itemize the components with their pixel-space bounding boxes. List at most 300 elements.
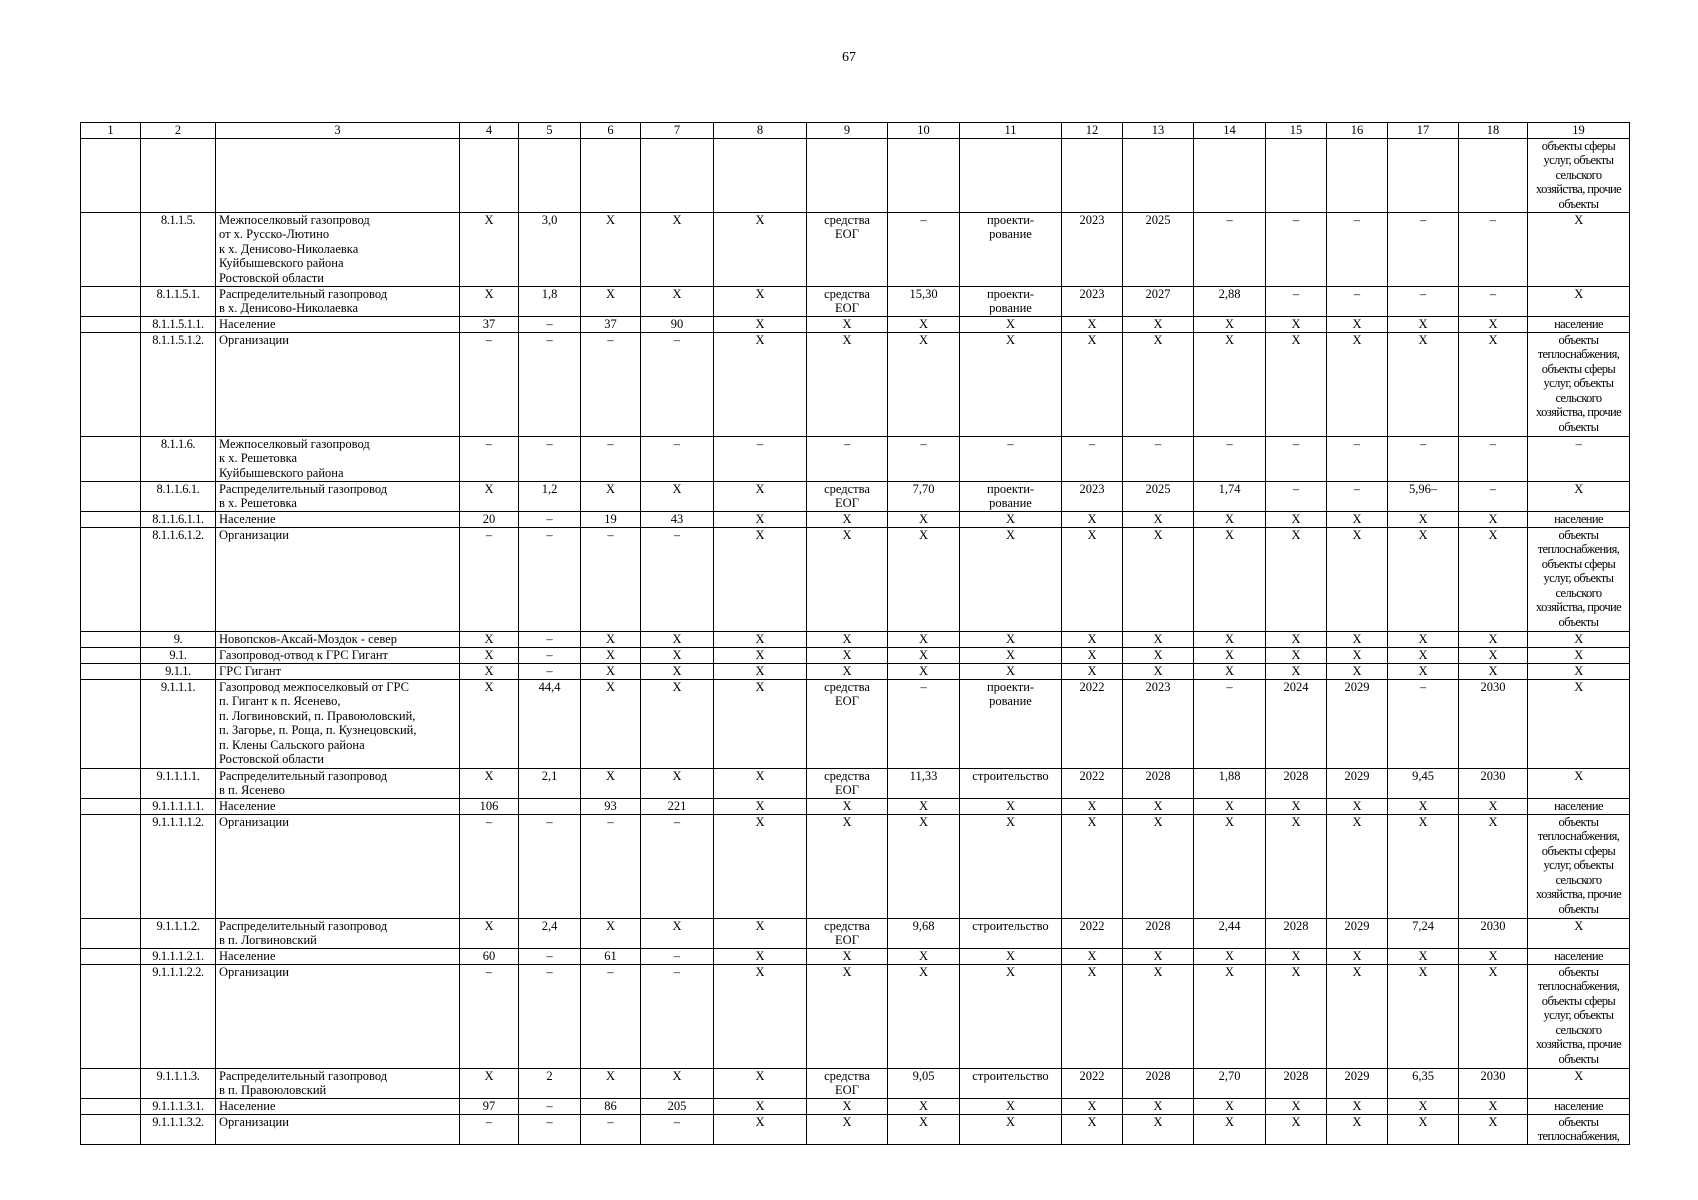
value-cell-col-10: X (888, 948, 960, 964)
value-cell-col-13: 2025 (1123, 481, 1194, 511)
value-cell-col-9: X (807, 798, 888, 814)
value-cell-col-15: X (1266, 511, 1327, 527)
table-row (81, 1098, 1630, 1114)
consumer-category-cell: население (1528, 948, 1630, 964)
value-cell-col-15: 2024 (1266, 679, 1327, 768)
row-name: Организации (216, 332, 460, 436)
value-cell-col-7: X (641, 918, 714, 948)
value-cell-col-17: X (1388, 647, 1459, 663)
value-cell-col-12: X (1062, 511, 1123, 527)
value-cell-col-8: X (714, 212, 807, 286)
consumer-category-cell: население (1528, 511, 1630, 527)
column-header: 11 (960, 123, 1062, 139)
value-cell-col-5: – (519, 1114, 581, 1144)
value-cell-col-9: X (807, 948, 888, 964)
value-cell-col-7: – (641, 1114, 714, 1144)
value-cell-col-9: X (807, 511, 888, 527)
value-cell-col-4: X (460, 663, 519, 679)
value-cell-col-18: X (1459, 631, 1528, 647)
table-row (81, 631, 1630, 647)
consumer-category-cell: объекты теплоснабжения, (1528, 1114, 1630, 1144)
value-cell-col-10 (888, 138, 960, 212)
group-cell (81, 316, 141, 332)
value-cell-col-4 (460, 138, 519, 212)
value-cell-col-9: X (807, 1114, 888, 1144)
value-cell-col-8: X (714, 631, 807, 647)
value-cell-col-15: 2028 (1266, 768, 1327, 798)
value-cell-col-8: X (714, 663, 807, 679)
value-cell-col-6: – (581, 332, 641, 436)
value-cell-col-16: X (1327, 663, 1388, 679)
row-name: Распределительный газопровод в х. Денисово-Николаевка (216, 286, 460, 316)
consumer-category-cell: объекты теплоснабжения, объекты сферы услуг, объекты сельского хозяйства, прочие объекты (1528, 527, 1630, 631)
value-cell-col-12 (1062, 138, 1123, 212)
row-code: 8.1.1.6.1. (141, 481, 216, 511)
value-cell-col-5: 2,1 (519, 768, 581, 798)
value-cell-col-18: X (1459, 964, 1528, 1068)
column-header: 2 (141, 123, 216, 139)
value-cell-col-9: средства ЕОГ (807, 679, 888, 768)
value-cell-col-10: X (888, 332, 960, 436)
value-cell-col-7: X (641, 768, 714, 798)
value-cell-col-16: X (1327, 798, 1388, 814)
table-row (81, 527, 1630, 631)
value-cell-col-17: X (1388, 663, 1459, 679)
column-header: 6 (581, 123, 641, 139)
value-cell-col-7: – (641, 948, 714, 964)
value-cell-col-4: 20 (460, 511, 519, 527)
value-cell-col-8: X (714, 647, 807, 663)
value-cell-col-6: 37 (581, 316, 641, 332)
value-cell-col-17: X (1388, 527, 1459, 631)
value-cell-col-8: X (714, 814, 807, 918)
value-cell-col-10: X (888, 647, 960, 663)
value-cell-col-4: X (460, 768, 519, 798)
table-row (81, 332, 1630, 436)
value-cell-col-17: 7,24 (1388, 918, 1459, 948)
table-row (81, 768, 1630, 798)
value-cell-col-9: X (807, 663, 888, 679)
value-cell-col-5: – (519, 948, 581, 964)
value-cell-col-8 (714, 138, 807, 212)
value-cell-col-17: – (1388, 286, 1459, 316)
value-cell-col-15: X (1266, 798, 1327, 814)
value-cell-col-16: – (1327, 436, 1388, 481)
value-cell-col-11: строительство (960, 768, 1062, 798)
value-cell-col-13: X (1123, 798, 1194, 814)
value-cell-col-12: 2022 (1062, 768, 1123, 798)
value-cell-col-13: X (1123, 511, 1194, 527)
value-cell-col-7: X (641, 481, 714, 511)
value-cell-col-15: – (1266, 436, 1327, 481)
value-cell-col-10: 9,05 (888, 1068, 960, 1098)
value-cell-col-4: X (460, 1068, 519, 1098)
value-cell-col-16: X (1327, 948, 1388, 964)
value-cell-col-18: X (1459, 1114, 1528, 1144)
value-cell-col-13: X (1123, 1114, 1194, 1144)
value-cell-col-16: – (1327, 286, 1388, 316)
value-cell-col-11: X (960, 631, 1062, 647)
value-cell-col-17: X (1388, 1114, 1459, 1144)
value-cell-col-6 (581, 138, 641, 212)
value-cell-col-6: – (581, 1114, 641, 1144)
value-cell-col-8: X (714, 286, 807, 316)
value-cell-col-9: X (807, 316, 888, 332)
value-cell-col-15: – (1266, 212, 1327, 286)
value-cell-col-5: – (519, 814, 581, 918)
value-cell-col-9: X (807, 964, 888, 1068)
value-cell-col-4: X (460, 212, 519, 286)
value-cell-col-18: – (1459, 212, 1528, 286)
value-cell-col-6: 19 (581, 511, 641, 527)
value-cell-col-6: X (581, 647, 641, 663)
value-cell-col-5: 3,0 (519, 212, 581, 286)
table-row (81, 286, 1630, 316)
value-cell-col-11: проекти- рование (960, 212, 1062, 286)
group-cell (81, 286, 141, 316)
group-cell (81, 511, 141, 527)
value-cell-col-14 (1194, 138, 1266, 212)
group-cell (81, 527, 141, 631)
value-cell-col-8: X (714, 511, 807, 527)
value-cell-col-16: 2029 (1327, 679, 1388, 768)
consumer-category-cell: объекты теплоснабжения, объекты сферы услуг, объекты сельского хозяйства, прочие объекты (1528, 814, 1630, 918)
consumer-category-cell: объекты теплоснабжения, объекты сферы услуг, объекты сельского хозяйства, прочие объекты (1528, 332, 1630, 436)
value-cell-col-5: 2 (519, 1068, 581, 1098)
table-body (81, 138, 1630, 1144)
value-cell-col-12: 2023 (1062, 212, 1123, 286)
column-header: 8 (714, 123, 807, 139)
value-cell-col-8: – (714, 436, 807, 481)
value-cell-col-10: X (888, 527, 960, 631)
value-cell-col-17: X (1388, 316, 1459, 332)
row-code: 8.1.1.5.1.1. (141, 316, 216, 332)
table-row (81, 964, 1630, 1068)
value-cell-col-9: средства ЕОГ (807, 286, 888, 316)
value-cell-col-13: X (1123, 631, 1194, 647)
value-cell-col-8: X (714, 316, 807, 332)
column-header: 16 (1327, 123, 1388, 139)
value-cell-col-7: X (641, 679, 714, 768)
row-name: ГРС Гигант (216, 663, 460, 679)
consumer-category-cell: X (1528, 918, 1630, 948)
value-cell-col-17: 6,35 (1388, 1068, 1459, 1098)
consumer-category-cell: X (1528, 663, 1630, 679)
value-cell-col-4: 106 (460, 798, 519, 814)
value-cell-col-17 (1388, 138, 1459, 212)
value-cell-col-9: средства ЕОГ (807, 212, 888, 286)
value-cell-col-9: средства ЕОГ (807, 918, 888, 948)
value-cell-col-10: X (888, 316, 960, 332)
column-header: 5 (519, 123, 581, 139)
group-cell (81, 332, 141, 436)
value-cell-col-8: X (714, 1098, 807, 1114)
value-cell-col-4: – (460, 332, 519, 436)
value-cell-col-14: X (1194, 332, 1266, 436)
value-cell-col-16: X (1327, 647, 1388, 663)
value-cell-col-18: X (1459, 798, 1528, 814)
value-cell-col-5: – (519, 527, 581, 631)
value-cell-col-18: – (1459, 436, 1528, 481)
value-cell-col-4: X (460, 679, 519, 768)
value-cell-col-5: – (519, 316, 581, 332)
consumer-category-cell: X (1528, 631, 1630, 647)
value-cell-col-14: X (1194, 631, 1266, 647)
value-cell-col-13: X (1123, 332, 1194, 436)
value-cell-col-13: X (1123, 948, 1194, 964)
consumer-category-cell: X (1528, 286, 1630, 316)
value-cell-col-10: X (888, 663, 960, 679)
value-cell-col-14: X (1194, 663, 1266, 679)
value-cell-col-17: 5,96– (1388, 481, 1459, 511)
table-row (81, 663, 1630, 679)
value-cell-col-13: X (1123, 1098, 1194, 1114)
row-name: Население (216, 1098, 460, 1114)
consumer-category-cell: население (1528, 316, 1630, 332)
value-cell-col-11: X (960, 663, 1062, 679)
row-code: 9. (141, 631, 216, 647)
value-cell-col-15: X (1266, 647, 1327, 663)
value-cell-col-5: 1,8 (519, 286, 581, 316)
value-cell-col-18: 2030 (1459, 918, 1528, 948)
row-code: 8.1.1.6.1.2. (141, 527, 216, 631)
value-cell-col-9: X (807, 647, 888, 663)
row-code: 8.1.1.6. (141, 436, 216, 481)
group-cell (81, 964, 141, 1068)
table-row (81, 814, 1630, 918)
value-cell-col-7: X (641, 631, 714, 647)
value-cell-col-10: X (888, 798, 960, 814)
row-code: 8.1.1.6.1.1. (141, 511, 216, 527)
row-name: Организации (216, 527, 460, 631)
value-cell-col-5: – (519, 511, 581, 527)
column-header: 14 (1194, 123, 1266, 139)
value-cell-col-17: X (1388, 511, 1459, 527)
value-cell-col-11: X (960, 1114, 1062, 1144)
row-name: Организации (216, 814, 460, 918)
value-cell-col-15: X (1266, 663, 1327, 679)
page-number: 67 (842, 50, 856, 65)
value-cell-col-6: – (581, 964, 641, 1068)
value-cell-col-11: X (960, 948, 1062, 964)
column-header: 15 (1266, 123, 1327, 139)
value-cell-col-13: X (1123, 527, 1194, 631)
consumer-category-cell: население (1528, 798, 1630, 814)
value-cell-col-18: X (1459, 647, 1528, 663)
value-cell-col-5: – (519, 964, 581, 1068)
row-code: 9.1.1.1.1.2. (141, 814, 216, 918)
value-cell-col-14: X (1194, 798, 1266, 814)
value-cell-col-18: X (1459, 948, 1528, 964)
value-cell-col-7: – (641, 964, 714, 1068)
value-cell-col-14: X (1194, 814, 1266, 918)
value-cell-col-15 (1266, 138, 1327, 212)
value-cell-col-14: X (1194, 527, 1266, 631)
value-cell-col-16: X (1327, 631, 1388, 647)
value-cell-col-17: X (1388, 1098, 1459, 1114)
column-header: 10 (888, 123, 960, 139)
value-cell-col-10: 11,33 (888, 768, 960, 798)
value-cell-col-15: – (1266, 286, 1327, 316)
value-cell-col-7: – (641, 436, 714, 481)
value-cell-col-16: – (1327, 481, 1388, 511)
column-header: 9 (807, 123, 888, 139)
value-cell-col-16: X (1327, 1114, 1388, 1144)
value-cell-col-18 (1459, 138, 1528, 212)
value-cell-col-17: – (1388, 679, 1459, 768)
value-cell-col-13: X (1123, 663, 1194, 679)
value-cell-col-17: X (1388, 332, 1459, 436)
row-code: 9.1.1.1.2. (141, 918, 216, 948)
column-header: 3 (216, 123, 460, 139)
value-cell-col-17: 9,45 (1388, 768, 1459, 798)
value-cell-col-14: 1,88 (1194, 768, 1266, 798)
value-cell-col-8: X (714, 964, 807, 1068)
row-code: 9.1. (141, 647, 216, 663)
value-cell-col-13: 2023 (1123, 679, 1194, 768)
row-code: 9.1.1.1.2.1. (141, 948, 216, 964)
value-cell-col-16: X (1327, 527, 1388, 631)
value-cell-col-14: X (1194, 1114, 1266, 1144)
row-name: Новопсков-Аксай-Моздок - север (216, 631, 460, 647)
table-row (81, 918, 1630, 948)
value-cell-col-10: X (888, 1114, 960, 1144)
value-cell-col-8: X (714, 481, 807, 511)
value-cell-col-16: X (1327, 814, 1388, 918)
group-cell (81, 814, 141, 918)
value-cell-col-4: – (460, 964, 519, 1068)
header-row (81, 123, 1630, 139)
group-cell (81, 679, 141, 768)
value-cell-col-18: X (1459, 663, 1528, 679)
value-cell-col-9: X (807, 527, 888, 631)
value-cell-col-14: X (1194, 316, 1266, 332)
value-cell-col-4: X (460, 286, 519, 316)
value-cell-col-8: X (714, 679, 807, 768)
row-code: 8.1.1.5.1.2. (141, 332, 216, 436)
value-cell-col-9: X (807, 332, 888, 436)
value-cell-col-7: 221 (641, 798, 714, 814)
value-cell-col-18: 2030 (1459, 1068, 1528, 1098)
value-cell-col-16: 2029 (1327, 918, 1388, 948)
value-cell-col-6: X (581, 212, 641, 286)
value-cell-col-18: X (1459, 814, 1528, 918)
value-cell-col-10: – (888, 679, 960, 768)
value-cell-col-4: – (460, 814, 519, 918)
value-cell-col-9: средства ЕОГ (807, 768, 888, 798)
value-cell-col-12: 2023 (1062, 481, 1123, 511)
value-cell-col-5 (519, 138, 581, 212)
value-cell-col-13: 2025 (1123, 212, 1194, 286)
gas-pipeline-table (80, 122, 1630, 1145)
value-cell-col-9: X (807, 631, 888, 647)
table-row (81, 1068, 1630, 1098)
value-cell-col-9: X (807, 1098, 888, 1114)
table-row (81, 679, 1630, 768)
value-cell-col-11: X (960, 814, 1062, 918)
consumer-category-cell: X (1528, 212, 1630, 286)
value-cell-col-10: X (888, 964, 960, 1068)
value-cell-col-18: 2030 (1459, 768, 1528, 798)
value-cell-col-14: 2,70 (1194, 1068, 1266, 1098)
value-cell-col-13: – (1123, 436, 1194, 481)
value-cell-col-16: X (1327, 332, 1388, 436)
value-cell-col-8: X (714, 1068, 807, 1098)
value-cell-col-7: X (641, 286, 714, 316)
value-cell-col-12: X (1062, 663, 1123, 679)
value-cell-col-12: X (1062, 948, 1123, 964)
value-cell-col-17: X (1388, 798, 1459, 814)
value-cell-col-12: X (1062, 1098, 1123, 1114)
value-cell-col-15: X (1266, 332, 1327, 436)
value-cell-col-5: 44,4 (519, 679, 581, 768)
row-code: 9.1.1.1.1. (141, 768, 216, 798)
consumer-category-cell: X (1528, 679, 1630, 768)
row-name: Распределительный газопровод в п. Ясенево (216, 768, 460, 798)
group-cell (81, 768, 141, 798)
value-cell-col-8: X (714, 1114, 807, 1144)
value-cell-col-13: 2028 (1123, 918, 1194, 948)
row-code: 9.1.1. (141, 663, 216, 679)
value-cell-col-8: X (714, 527, 807, 631)
value-cell-col-15: X (1266, 948, 1327, 964)
value-cell-col-13: 2028 (1123, 1068, 1194, 1098)
value-cell-col-14: X (1194, 1098, 1266, 1114)
row-name: Население (216, 798, 460, 814)
value-cell-col-5: 2,4 (519, 918, 581, 948)
table-row (81, 948, 1630, 964)
value-cell-col-6: X (581, 918, 641, 948)
value-cell-col-17: X (1388, 948, 1459, 964)
value-cell-col-15: X (1266, 814, 1327, 918)
value-cell-col-6: X (581, 481, 641, 511)
value-cell-col-7: – (641, 814, 714, 918)
value-cell-col-11: X (960, 316, 1062, 332)
value-cell-col-18: X (1459, 316, 1528, 332)
value-cell-col-18: X (1459, 511, 1528, 527)
value-cell-col-18: – (1459, 286, 1528, 316)
value-cell-col-11: X (960, 332, 1062, 436)
value-cell-col-18: – (1459, 481, 1528, 511)
table-row (81, 138, 1630, 212)
value-cell-col-8: X (714, 798, 807, 814)
row-name: Население (216, 948, 460, 964)
column-header: 18 (1459, 123, 1528, 139)
value-cell-col-14: – (1194, 212, 1266, 286)
value-cell-col-5: – (519, 663, 581, 679)
value-cell-col-17: X (1388, 631, 1459, 647)
value-cell-col-12: X (1062, 814, 1123, 918)
row-name: Межпоселковый газопровод к х. Решетовка Куйбышевского района (216, 436, 460, 481)
value-cell-col-16: 2029 (1327, 1068, 1388, 1098)
value-cell-col-10: 9,68 (888, 918, 960, 948)
column-header: 13 (1123, 123, 1194, 139)
value-cell-col-16: X (1327, 964, 1388, 1068)
value-cell-col-9: – (807, 436, 888, 481)
row-code: 8.1.1.5.1. (141, 286, 216, 316)
table-row (81, 1114, 1630, 1144)
consumer-category-cell: X (1528, 768, 1630, 798)
group-cell (81, 436, 141, 481)
row-code: 8.1.1.5. (141, 212, 216, 286)
value-cell-col-7: X (641, 212, 714, 286)
value-cell-col-12: X (1062, 631, 1123, 647)
row-code (141, 138, 216, 212)
value-cell-col-5 (519, 798, 581, 814)
value-cell-col-11: проекти- рование (960, 679, 1062, 768)
value-cell-col-13: X (1123, 647, 1194, 663)
value-cell-col-14: – (1194, 436, 1266, 481)
